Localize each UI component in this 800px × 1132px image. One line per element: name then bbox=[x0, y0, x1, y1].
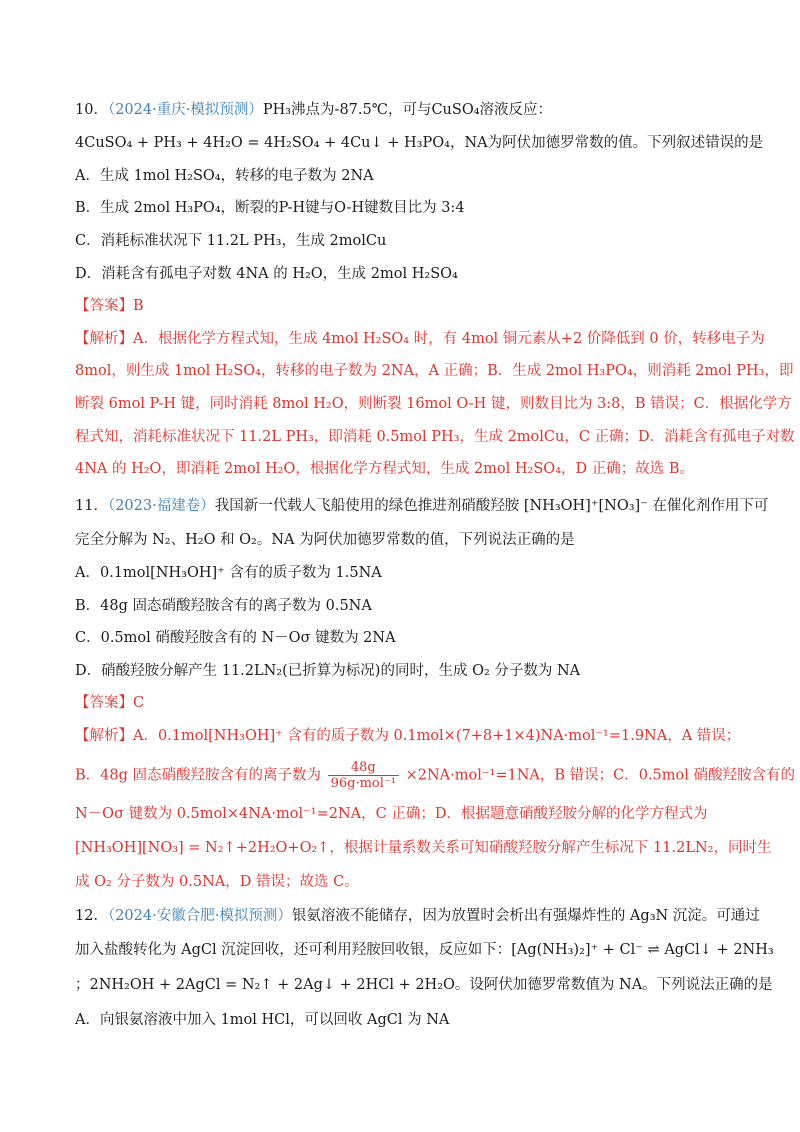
q10-answer-value: B bbox=[133, 298, 144, 314]
q10-source: （2024·重庆·模拟预测） bbox=[107, 102, 263, 118]
q11-analysis-line5: 成 O₂ 分子数为 0.5NA，D 错误；故选 C。 bbox=[75, 874, 359, 890]
q11-analysis-text-2b: ×2NA·mol⁻¹=1NA，B 错误；C．0.5mol 硝酸羟胺含有的 bbox=[405, 767, 796, 784]
q10-option-d: D．消耗含有孤电子对数 4NA 的 H₂O，生成 2mol H₂SO₄ bbox=[75, 266, 458, 282]
q12-source: （2024·安徽合肥·模拟预测） bbox=[107, 908, 292, 924]
q11-answer-label: 【答案】 bbox=[75, 695, 133, 711]
q10-analysis-line5: 4NA 的 H₂O，即消耗 2mol H₂O，根据化学方程式知，生成 2mol H₂SO₄，D 正确；故选 B。 bbox=[75, 461, 695, 477]
q10-answer-label: 【答案】 bbox=[75, 298, 133, 314]
q11-stem-line1 bbox=[75, 496, 768, 516]
fraction bbox=[328, 760, 399, 791]
q11-analysis-line3: N－Oσ 键数为 0.5mol×4NA·mol⁻¹=2NA，C 正确；D．根据题意硝酸羟胺分解的化学方程式为 bbox=[75, 806, 708, 822]
q10-analysis-text: A．根据化学方程式知，生成 4mol H₂SO₄ 时，有 4mol 铜元素从+2 价降低到 0 价，转移电子为 bbox=[133, 331, 765, 347]
q12-stem-line1 bbox=[75, 906, 760, 926]
q11-analysis-line1 bbox=[75, 726, 740, 746]
q10-option-c: C．消耗标准状况下 11.2L PH₃，生成 2molCu bbox=[75, 233, 387, 249]
q10-option-b: B．生成 2mol H₃PO₄，断裂的P-H键与O-H键数目比为 3:4 bbox=[75, 200, 465, 216]
q10-analysis-line1 bbox=[75, 329, 765, 349]
q11-option-d: D．硝酸羟胺分解产生 11.2LN₂(已折算为标况)的同时，生成 O₂ 分子数为 NA bbox=[75, 663, 581, 679]
fraction-numerator: 48g bbox=[328, 760, 399, 776]
q11-stem1: 我国新一代载人飞船使用的绿色推进剂硝酸羟胺 [NH₃OH]⁺[NO₃]⁻ 在催化剂作用下可 bbox=[214, 498, 769, 514]
q10-analysis-line4: 程式知，消耗标准状况下 11.2L PH₃，即消耗 0.5mol PH₃，生成 2molCu，C 正确；D．消耗含有孤电子对数 bbox=[75, 429, 795, 445]
q11-option-a: A．0.1mol[NH₃OH]⁺ 含有的质子数为 1.5NA bbox=[75, 565, 382, 581]
q12-stem-line3: ；2NH₂OH + 2AgCl = N₂↑ + 2Ag↓ + 2HCl + 2H₂O。设阿伏加德罗常数值为 NA。下列说法正确的是 bbox=[75, 977, 773, 993]
q11-analysis-text-2a: B．48g 固态硝酸羟胺含有的离子数为 bbox=[75, 767, 321, 784]
q11-answer-value: C bbox=[133, 695, 145, 711]
q10-answer bbox=[75, 296, 144, 316]
q10-analysis-label: 【解析】 bbox=[75, 331, 133, 347]
q11-answer bbox=[75, 693, 144, 713]
q11-source: （2023·福建卷） bbox=[107, 498, 215, 514]
fraction-denominator: 96g·mol⁻¹ bbox=[330, 776, 396, 791]
q11-stem-line2: 完全分解为 N₂、H₂O 和 O₂。NA 为阿伏加德罗常数的值，下列说法正确的是 bbox=[75, 532, 575, 548]
q10-option-a: A．生成 1mol H₂SO₄，转移的电子数为 2NA bbox=[75, 168, 374, 184]
q10-stem-line1 bbox=[75, 100, 552, 120]
q10-stem-line2: 4CuSO₄ + PH₃ + 4H₂O = 4H₂SO₄ + 4Cu↓ + H₃PO₄，NA为阿伏加德罗常数的值。下列叙述错误的是 bbox=[75, 135, 764, 151]
q10-analysis-line2: 8mol，则生成 1mol H₂SO₄，转移的电子数为 2NA，A 正确；B．生成 2mol H₃PO₄，则消耗 2mol PH₃，即 bbox=[75, 363, 794, 379]
q12-stem1: 银氨溶液不能储存，因为放置时会析出有强爆炸性的 Ag₃N 沉淀。可通过 bbox=[291, 908, 760, 924]
q12-number: 12． bbox=[75, 908, 108, 924]
q11-analysis-line4: [NH₃OH][NO₃] = N₂↑+2H₂O+O₂↑，根据计量系数关系可知硝酸羟胺分解产生标况下 11.2LN₂，同时生 bbox=[75, 840, 772, 856]
q12-stem-line2: 加入盐酸转化为 AgCl 沉淀回收，还可利用羟胺回收银，反应如下：[Ag(NH₃)₂]⁺ + Cl⁻ ⇌ AgCl↓ + 2NH₃ bbox=[75, 942, 774, 958]
q11-number: 11． bbox=[75, 498, 108, 514]
q11-analysis-line2 bbox=[75, 760, 795, 791]
q11-option-b: B．48g 固态硝酸羟胺含有的离子数为 0.5NA bbox=[75, 598, 372, 614]
q10-stem1: PH₃沸点为-87.5℃，可与CuSO₄溶液反应： bbox=[262, 102, 553, 118]
q11-option-c: C．0.5mol 硝酸羟胺含有的 N－Oσ 键数为 2NA bbox=[75, 630, 396, 646]
q10-number: 10． bbox=[75, 102, 108, 118]
q11-analysis-label: 【解析】 bbox=[75, 728, 133, 744]
q12-option-a: A．向银氨溶液中加入 1mol HCl，可以回收 AgCl 为 NA bbox=[75, 1012, 450, 1028]
q10-analysis-line3: 断裂 6mol P-H 键，同时消耗 8mol H₂O，则断裂 16mol O-H 键，则数目比为 3:8，B 错误；C．根据化学方 bbox=[75, 396, 792, 412]
q11-analysis-text: A．0.1mol[NH₃OH]⁺ 含有的质子数为 0.1mol×(7+8+1×4)NA·mol⁻¹=1.9NA，A 错误； bbox=[133, 728, 741, 744]
